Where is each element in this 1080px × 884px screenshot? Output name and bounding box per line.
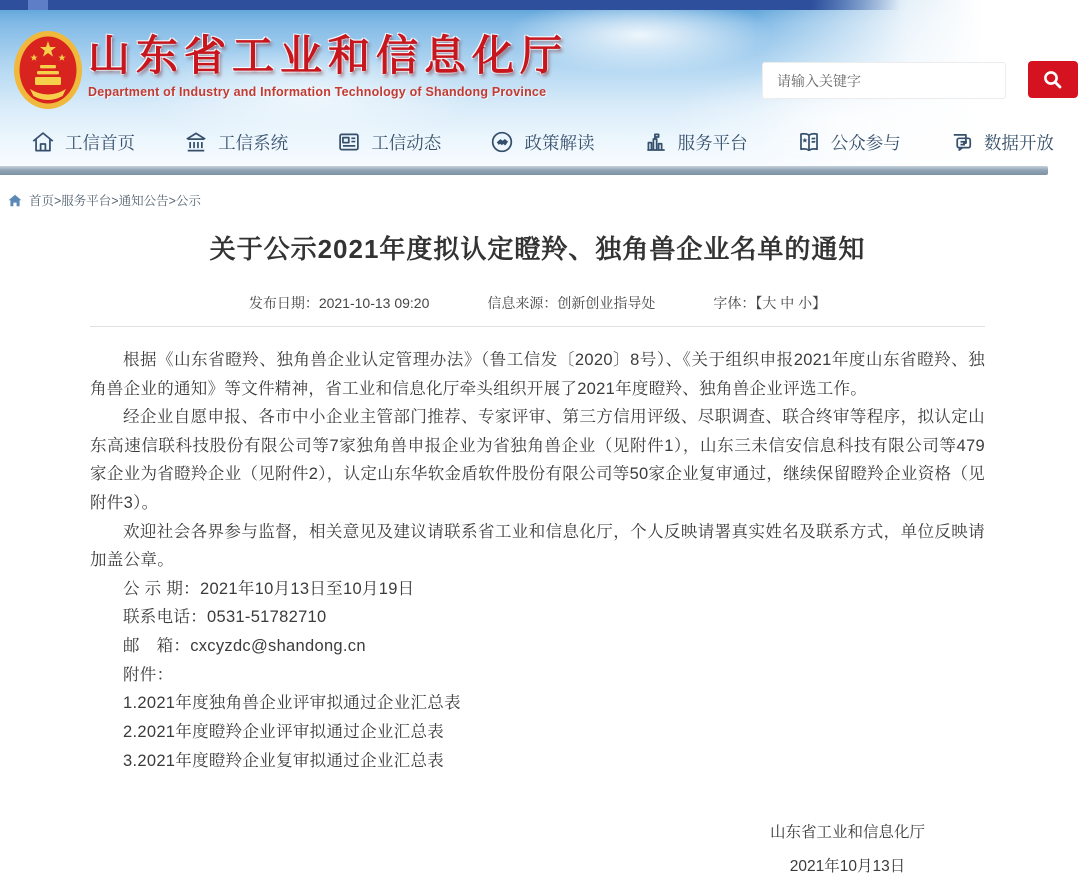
attachment-item-1[interactable]: 1.2021年度独角兽企业评审拟通过企业汇总表 [123,694,461,713]
bank-icon [183,129,209,155]
site-title-cn: 山东省工业和信息化厅 [88,32,569,79]
site-title-en: Department of Industry and Information Technology of Shandong Province [88,85,547,99]
breadcrumb-home-icon [8,194,22,207]
breadcrumb-path: 首页>服务平台>通知公告>公示 [29,194,201,208]
info-source-label: 信息来源： [487,295,558,311]
top-bar-tab [28,0,48,10]
info-source-value: 创新创业指导处 [557,295,656,311]
nav-item-data[interactable] [949,129,1054,155]
publish-date [249,293,430,313]
email-line: 邮 箱：cxcyzdc@shandong.cn [123,636,366,655]
site-titles [88,34,568,99]
platform-chart-icon [643,129,669,155]
chat-bubbles-icon [949,129,975,155]
info-source [487,293,655,313]
paragraph-result: 经企业自愿申报、各市中小企业主管部门推荐、专家评审、第三方信用评级、尽职调查、联合终审等程序，拟认定山东高速信联科技股份有限公司等7家独角兽申报企业为省独角兽企业（见附件1），山东三未信安信息科技有限公司等479家企业为省瞪羚企业（见附件2），认定山东华软金盾软件股份有限公司等50家企业复审通过，继续保留瞪羚企业资格（见附件3）。 [90,408,985,512]
attachments-label: 附件： [123,665,174,684]
nav-item-service[interactable] [643,129,748,155]
article-body [90,346,985,884]
nav-item-label: 政策解读 [524,132,595,153]
meta-divider-line [90,326,985,327]
article-title: 关于公示2021年度拟认定瞪羚、独角兽企业名单的通知 [209,234,866,264]
news-icon [336,129,362,155]
signature-org: 山东省工业和信息化厅 [769,824,925,842]
national-emblem-icon [12,28,84,114]
nav-item-news[interactable] [336,129,441,155]
nav-item-label: 工信首页 [65,132,135,153]
nav-item-policy[interactable] [489,129,594,155]
nav-item-label: 工信系统 [218,132,289,153]
nav-item-label: 公众参与 [830,132,901,153]
article-meta [90,293,985,313]
nav-item-home[interactable] [30,129,135,155]
attachment-item-3[interactable]: 3.2021年度瞪羚企业复审拟通过企业汇总表 [123,752,445,771]
search-button[interactable] [1028,61,1078,98]
article [90,232,985,884]
nav-item-label: 服务平台 [677,132,748,153]
attachment-item-2[interactable]: 2.2021年度瞪羚企业评审拟通过企业汇总表 [123,723,445,742]
nav-item-participation[interactable] [796,129,901,155]
nav-item-label: 数据开放 [983,132,1054,153]
attachment-list [90,689,985,776]
nav-item-label: 工信动态 [371,132,442,153]
top-blue-bar [0,0,900,10]
home-icon [30,129,56,155]
publicity-period-line: 公 示 期：2021年10月13日至10月19日 [123,579,415,598]
nav-divider-bar [0,166,1048,175]
search-input[interactable] [762,62,1006,99]
signature-block [90,816,985,884]
header-banner [0,0,1080,166]
font-size-setting [713,293,826,313]
handshake-icon [489,129,515,155]
font-size-label: 字体： [713,295,756,311]
paragraph-basis: 根据《山东省瞪羚、独角兽企业认定管理办法》（鲁工信发〔2020〕8号）、《关于组织申报2021年度山东省瞪羚、独角兽企业的通知》等文件精神，省工业和信息化厅牵头组织开展了2021年度瞪羚、独角兽企业评选工作。 [90,351,985,398]
contact-phone-line: 联系电话：0531-51782710 [123,608,327,627]
search-icon [1041,68,1065,92]
nav-item-system[interactable] [183,129,288,155]
publish-date-label: 发布日期： [248,295,319,311]
main-navigation [0,119,1080,165]
publish-date-value: 2021-10-13 09:20 [318,295,430,311]
national-emblem-logo[interactable] [12,28,84,114]
paragraph-supervision: 欢迎社会各界参与监督，相关意见及建议请联系省工业和信息化厅，个人反映请署真实姓名及联系方式，单位反映请加盖公章。 [90,522,985,570]
breadcrumb[interactable] [8,191,201,209]
signature-date: 2021年10月13日 [789,858,906,876]
font-size-controls[interactable]: 【大 中 小】 [755,295,827,311]
open-book-icon [796,129,822,155]
